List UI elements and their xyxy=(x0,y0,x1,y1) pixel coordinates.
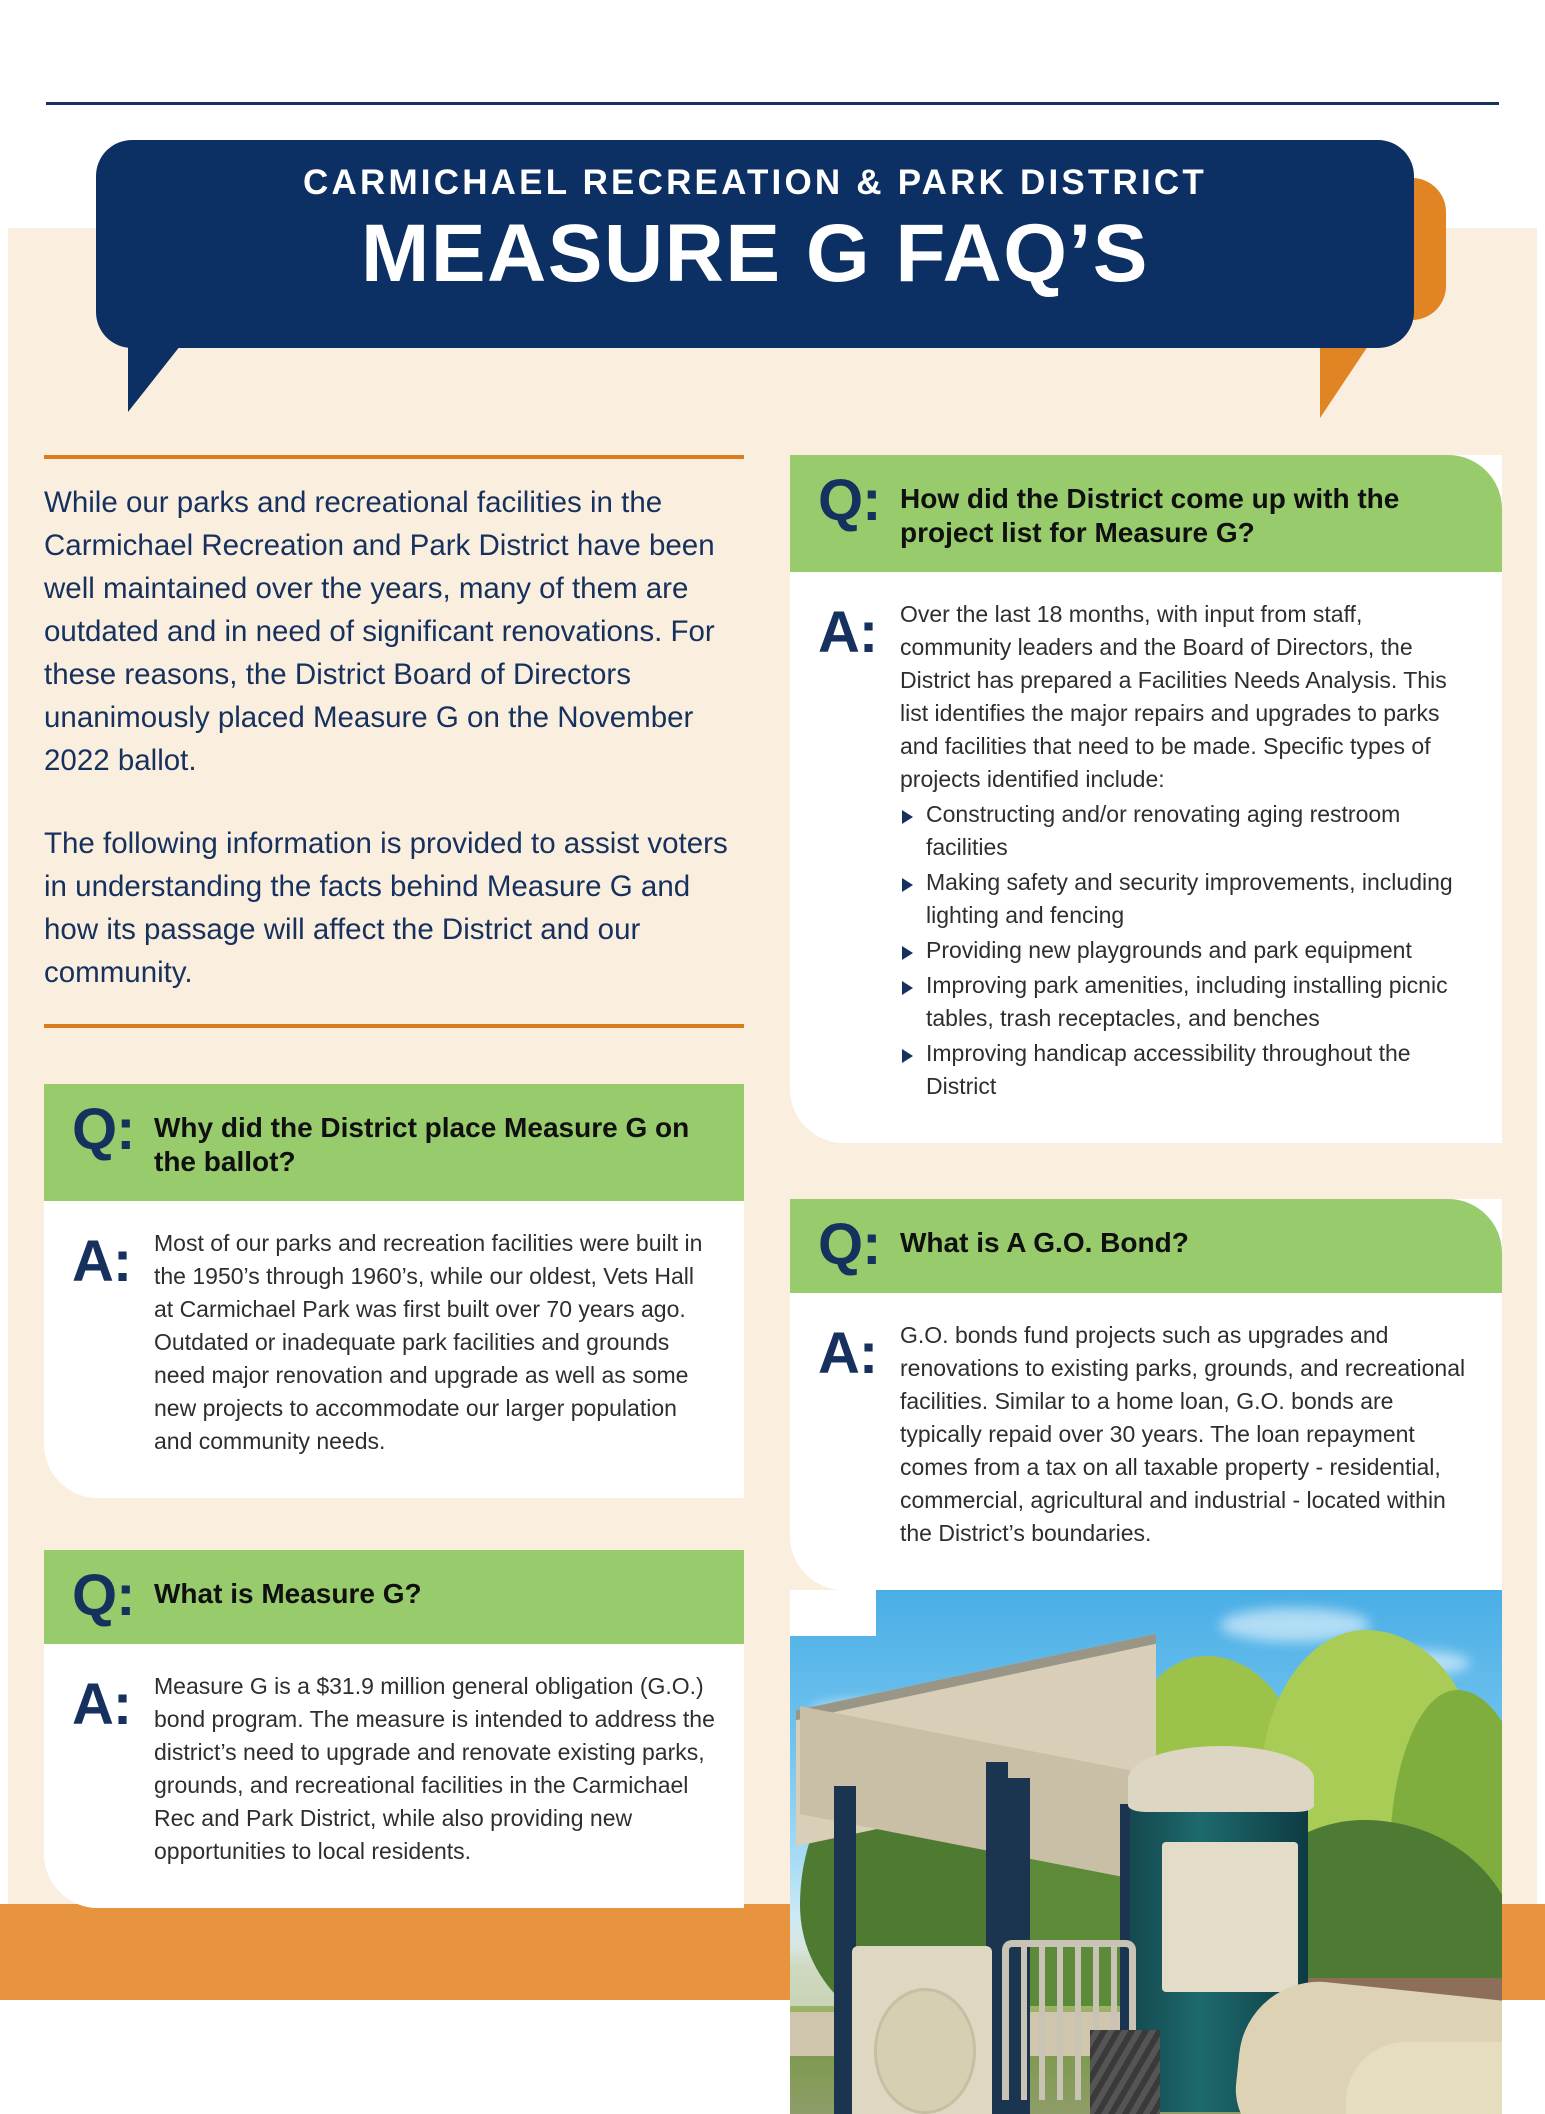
list-item: Providing new playgrounds and park equipment xyxy=(900,934,1476,967)
list-item: Constructing and/or renovating aging restroom facilities xyxy=(900,798,1476,864)
faq-question-text: What is Measure G? xyxy=(154,1578,422,1609)
spacer xyxy=(44,1028,744,1084)
faq-answer-text: Over the last 18 months, with input from staff, community leaders and the Board of Directors, the District has prepared a Facilities Needs Analysis. This list identifies the major repairs and upgrades to parks and facilities that need to be made. Specific types of projects identified include: xyxy=(900,601,1447,792)
faq-answer-text-wrap xyxy=(900,598,1476,1103)
faq-answer-text: G.O. bonds fund projects such as upgrades and renovations to existing parks, grounds, and recreational facilities. Similar to a home loan, G.O. bonds are typically repaid over 30 years. The loan repayment comes from a tax on all taxable property - residential, commercial, agricultural and industrial - located within the District’s boundaries. xyxy=(900,1322,1466,1546)
faq-card-go-bond xyxy=(790,1199,1502,1590)
left-column xyxy=(44,455,744,1908)
intro-text-block xyxy=(44,459,744,994)
list-item: Improving park amenities, including installing picnic tables, trash receptacles, and benches xyxy=(900,969,1476,1035)
faq-answer-body xyxy=(44,1201,744,1498)
faq-answer-text: Most of our parks and recreation facilities were built in the 1950’s through 1960’s, while our oldest, Vets Hall at Carmichael Park was first built over 70 years ago. Outdated or inadequate park facilities and grounds need major renovation and upgrade as well as some new projects to accommodate our larger population and community needs. xyxy=(154,1230,703,1454)
page-title: MEASURE G FAQ’S xyxy=(361,208,1149,299)
faq-answer-body xyxy=(790,1293,1502,1590)
faq-answer-body xyxy=(44,1644,744,1908)
answer-marker: A: xyxy=(72,1229,132,1294)
faq-question-text: Why did the District place Measure G on the ballot? xyxy=(154,1112,690,1177)
answer-marker: A: xyxy=(72,1672,132,1737)
page-header xyxy=(0,0,1545,430)
faq-question-header xyxy=(44,1084,744,1201)
header-eyebrow: CARMICHAEL RECREATION & PARK DISTRICT xyxy=(303,163,1207,202)
faq-card-what-is-measure-g xyxy=(44,1550,744,1908)
question-marker: Q: xyxy=(72,1097,135,1162)
faq-card-project-list xyxy=(790,455,1502,1143)
question-marker: Q: xyxy=(72,1563,135,1628)
spacer xyxy=(44,1498,744,1550)
list-item: Making safety and security improvements, including lighting and fencing xyxy=(900,866,1476,932)
faq-question-header xyxy=(790,455,1502,572)
question-marker: Q: xyxy=(818,468,881,533)
answer-marker: A: xyxy=(818,600,878,665)
left-gutter xyxy=(0,228,8,1904)
photo-stairs xyxy=(1090,2030,1160,2114)
intro-paragraph-2: The following information is provided to assist voters in understanding the facts behind Measure G and how its passage will affect the District and our community. xyxy=(44,827,728,989)
photo-panel xyxy=(852,1946,992,2114)
spacer xyxy=(790,1143,1502,1199)
photo-tower-cap xyxy=(1128,1746,1314,1812)
list-item: Improving handicap accessibility throughout the District xyxy=(900,1037,1476,1103)
faq-card-why-ballot xyxy=(44,1084,744,1498)
photo-tower-plate xyxy=(1162,1842,1298,1992)
right-column xyxy=(790,455,1502,2114)
faq-answer-text: Measure G is a $31.9 million general obligation (G.O.) bond program. The measure is intended to address the district’s need to upgrade and renovate existing parks, grounds, and recreational facilities in the Carmichael Rec and Park District, while also providing new opportunities to local residents. xyxy=(154,1673,715,1864)
faq-question-header xyxy=(790,1199,1502,1293)
photo-corner-notch xyxy=(790,1590,876,1636)
answer-marker: A: xyxy=(818,1321,878,1386)
question-marker: Q: xyxy=(818,1212,881,1277)
right-gutter xyxy=(1537,228,1545,1904)
faq-question-text: How did the District come up with the project list for Measure G? xyxy=(900,483,1400,548)
faq-question-header xyxy=(44,1550,744,1644)
faq-question-text: What is A G.O. Bond? xyxy=(900,1227,1189,1258)
playground-photo xyxy=(790,1590,1502,2114)
faq-answer-body xyxy=(790,572,1502,1143)
project-type-list xyxy=(900,798,1476,1103)
header-bubble-tail xyxy=(128,336,188,412)
intro-paragraph-1: While our parks and recreational facilities in the Carmichael Recreation and Park District have been well maintained over the years, many of them are outdated and in need of significant renovations. For these reasons, the District Board of Directors unanimously placed Measure G on the November 2022 ballot. xyxy=(44,486,715,777)
photo-slide-lower xyxy=(1346,2042,1502,2114)
